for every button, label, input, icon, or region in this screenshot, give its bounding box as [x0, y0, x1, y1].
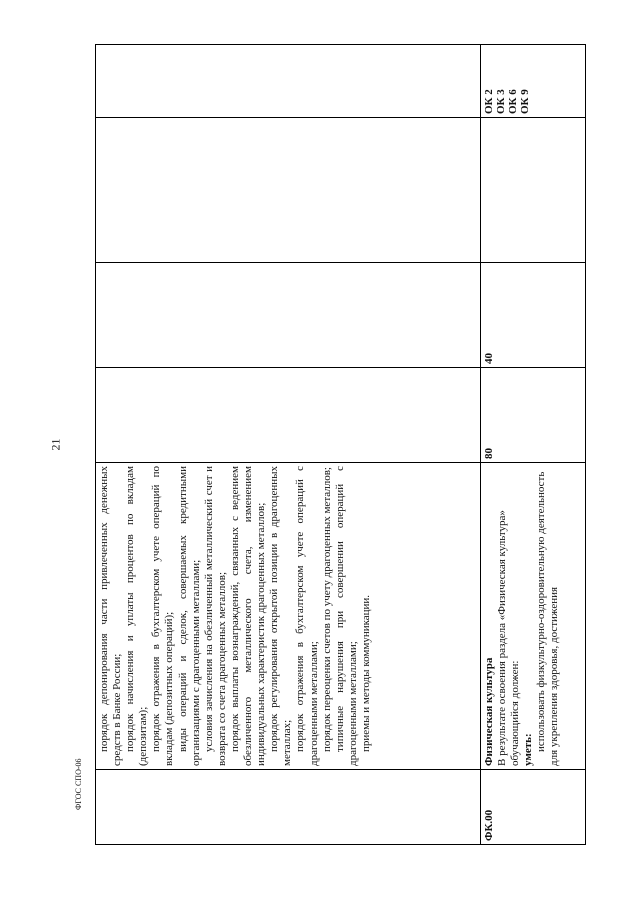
table-row — [96, 45, 481, 845]
fk-title: Физическая культура — [483, 657, 495, 766]
code-cell — [96, 770, 481, 845]
list-item: типичные нарушения при совершении операций с драгоценными металлами; — [333, 466, 359, 766]
competency-item: ОК 6 — [507, 89, 519, 114]
fk-skill: использовать физкультурно-оздоровительную деятельность для укрепления здоровья, достижения — [535, 471, 561, 766]
competency-item: ОК 3 — [495, 89, 507, 114]
fk-min-hours: 40 — [481, 263, 586, 368]
curriculum-table-rotated — [95, 45, 575, 845]
footer-code: ФГОС СПО-06 — [74, 758, 83, 810]
fk-discipline-cell — [481, 118, 586, 263]
list-item: порядок начисления и уплаты процентов по вкладам (депозитам); — [124, 466, 150, 766]
competency-item: ОК 2 — [483, 89, 495, 114]
fk-must-label: уметь: — [522, 733, 535, 766]
list-item: порядок переоценки счетов по учету драгоценных металлов; — [320, 467, 333, 752]
table-row — [481, 45, 586, 845]
list-item: порядок депонирования части привлеченных денежных средств в Банке России; — [98, 466, 124, 766]
list-item: порядок отражения в бухгалтерском учете операций по вкладам (депозитных операций); — [150, 466, 176, 766]
curriculum-table — [95, 44, 586, 845]
list-item: порядок отражения в бухгалтерском учете операций с драгоценными металлами; — [294, 466, 320, 766]
list-item: условия зачисления на обезличенный металлический счет и возврата со счета драгоценных металлов; — [202, 466, 228, 766]
fk-max-hours: 80 — [481, 368, 586, 463]
list-item: порядок регулирования открытой позиции в драгоценных металлах; — [268, 466, 294, 766]
list-item: приемы и методы коммуникации. — [359, 594, 372, 752]
competency-item: ОК 9 — [519, 89, 531, 114]
list-item: порядок выплаты вознаграждений, связанных с ведением обезличенного металлического счета, изменением индивидуальных характеристик драгоценных металлов; — [228, 466, 268, 766]
fk-code-cell: ФК.00 — [481, 770, 586, 845]
discipline-cell — [96, 118, 481, 263]
fk-competencies — [481, 45, 586, 118]
list-item: виды операций и сделок, совершаемых кредитными организациями с драгоценными металлами; — [176, 466, 202, 766]
max-hours-cell — [96, 368, 481, 463]
competency-cell — [96, 45, 481, 118]
page-number: 21 — [48, 438, 63, 451]
fk-intro: В результате освоения раздела «Физическая культура» обучающийся должен: — [496, 510, 522, 766]
min-hours-cell — [96, 263, 481, 368]
fk-description-cell — [481, 463, 586, 770]
description-cell — [96, 463, 481, 770]
